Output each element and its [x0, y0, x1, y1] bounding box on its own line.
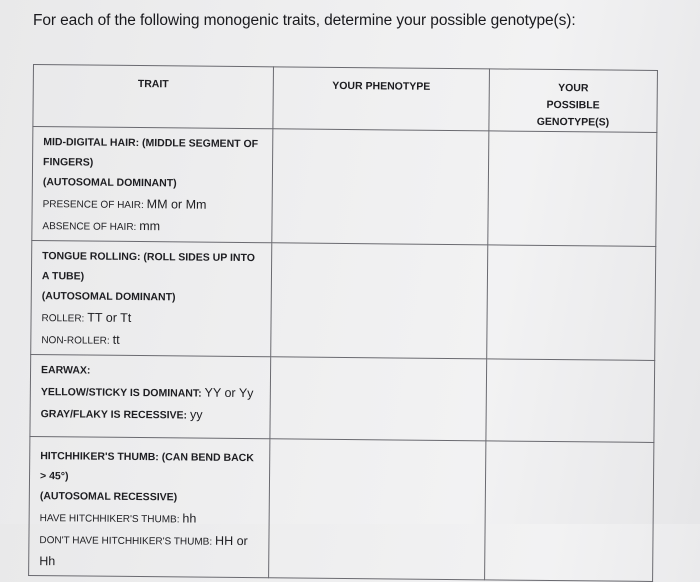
trait-cell-tongue-rolling [31, 240, 272, 356]
table-row [32, 127, 657, 247]
phenotype-answer-cell[interactable] [269, 439, 486, 580]
table-header-row [33, 65, 658, 133]
trait-dominant-line: ROLLER: TT or Tt [41, 310, 132, 325]
table-row [30, 354, 655, 442]
trait-recessive-line: ABSENCE OF HAIR: mm [42, 219, 161, 234]
worksheet-instructions: For each of the following monogenic traits, determine your possible genotype(s): [33, 12, 576, 29]
trait-title: EARWAX: [41, 364, 91, 377]
trait-dominant-line: DON'T HAVE HITCHHIKER'S THUMB: HH or Hh [39, 533, 248, 569]
header-genotype: YOUR POSSIBLE GENOTYPE(S) [489, 69, 658, 133]
traits-table [28, 64, 658, 582]
phenotype-answer-cell[interactable] [272, 129, 489, 245]
table-row [31, 240, 656, 360]
table-row [29, 436, 654, 581]
trait-recessive-line: HAVE HITCHHIKER'S THUMB: hh [39, 511, 197, 526]
genotype-answer-cell[interactable] [485, 441, 654, 582]
trait-recessive-line: NON-ROLLER: tt [41, 332, 120, 347]
header-trait: TRAIT [33, 65, 274, 129]
phenotype-answer-cell[interactable] [271, 243, 488, 359]
trait-cell-earwax [30, 354, 271, 438]
trait-title: TONGUE ROLLING: (ROLL SIDES UP INTO A TUBE) [41, 250, 255, 283]
phenotype-answer-cell[interactable] [270, 357, 487, 441]
trait-title: HITCHHIKER'S THUMB: (CAN BEND BACK > 45°) [39, 450, 254, 483]
trait-dominant-line: PRESENCE OF HAIR: MM or Mm [42, 197, 207, 212]
trait-recessive-line: GRAY/FLAKY IS RECESSIVE: yy [40, 407, 203, 422]
trait-title: MID-DIGITAL HAIR: (MIDDLE SEGMENT OF FINGERS) [43, 136, 259, 169]
trait-inheritance: (AUTOSOMAL RECESSIVE) [39, 490, 178, 504]
trait-inheritance: (AUTOSOMAL DOMINANT) [42, 176, 177, 190]
worksheet-sheet [29, 64, 657, 569]
genotype-answer-cell[interactable] [488, 131, 657, 247]
trait-cell-hitchhikers-thumb [29, 436, 270, 577]
header-phenotype: YOUR PHENOTYPE [273, 67, 490, 131]
trait-inheritance: (AUTOSOMAL DOMINANT) [41, 290, 176, 304]
trait-dominant-line: YELLOW/STICKY IS DOMINANT: YY or Yy [40, 385, 254, 401]
genotype-answer-cell[interactable] [487, 245, 656, 361]
genotype-answer-cell[interactable] [486, 359, 655, 443]
trait-cell-mid-digital-hair [32, 127, 273, 243]
